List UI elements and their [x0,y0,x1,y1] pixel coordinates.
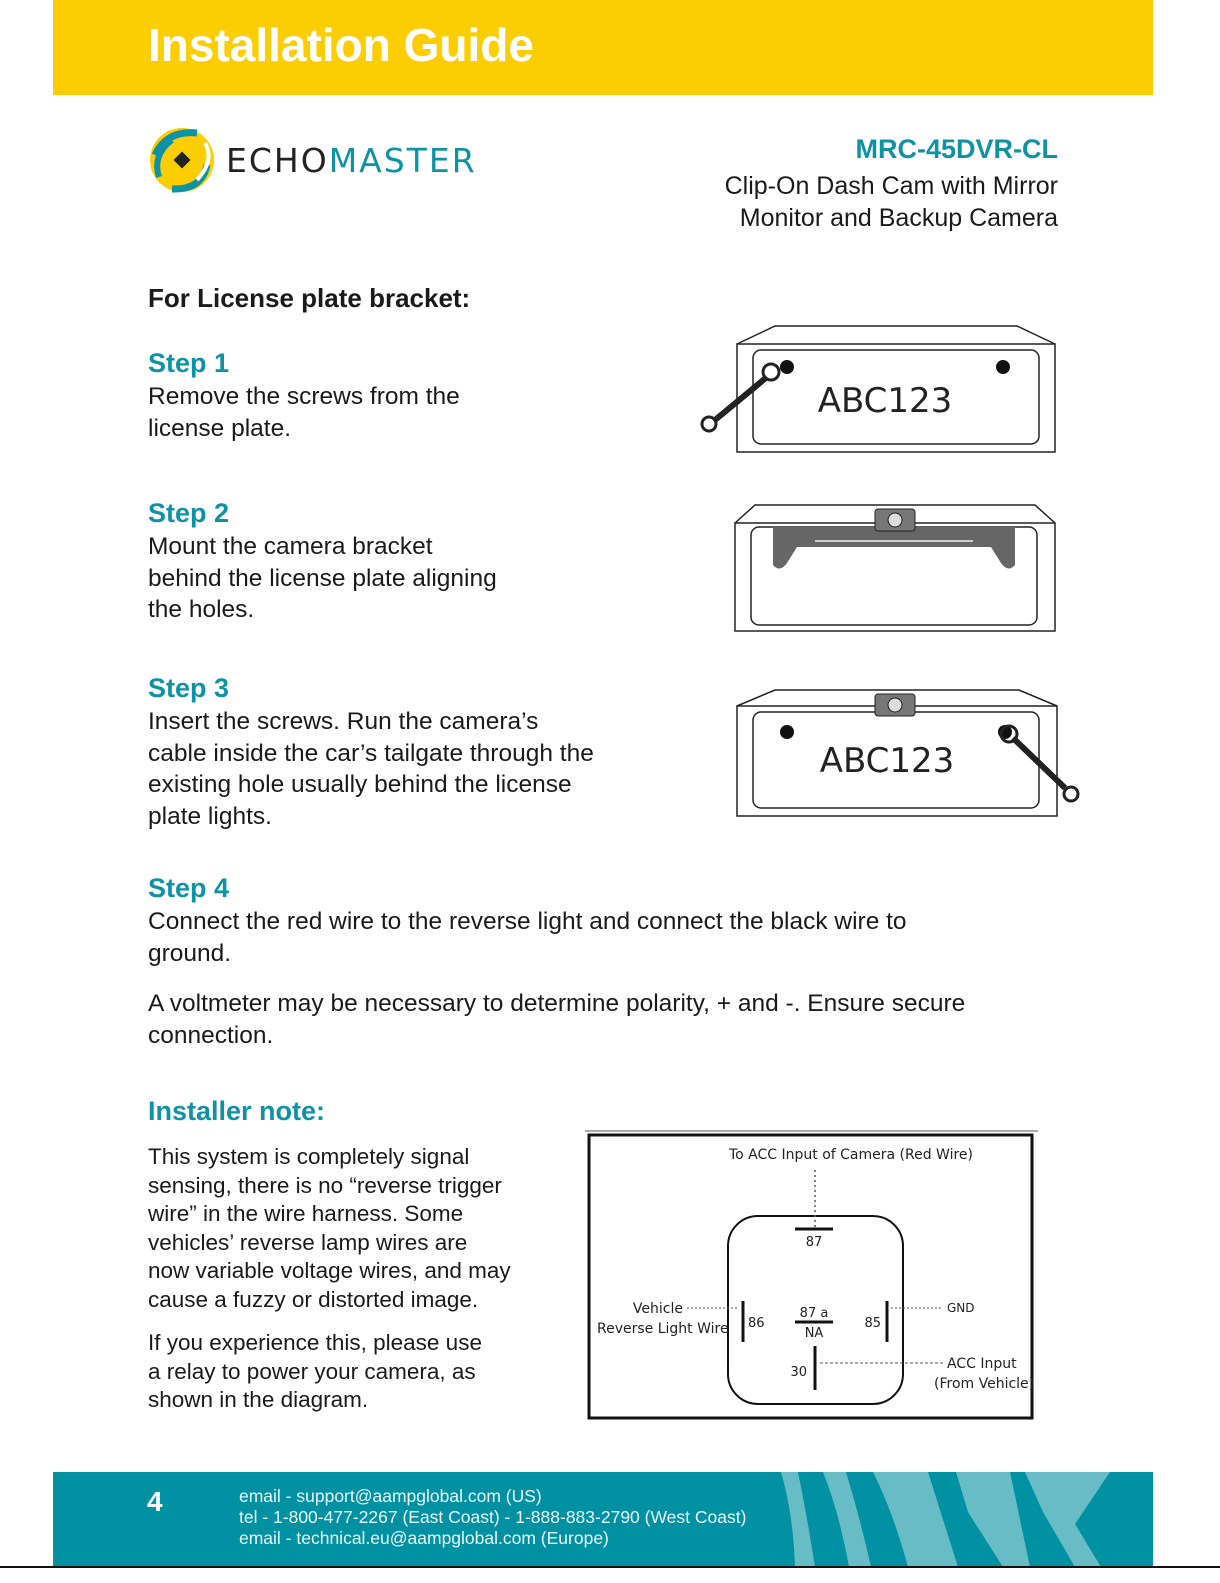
text-line: If you experience this, please use [148,1330,482,1355]
text-line: Mount the camera bracket [148,533,433,560]
phone-numbers: tel - 1-800-477-2267 (East Coast) - 1-888-883-2790 (West Coast) [239,1507,747,1527]
europe-email-link[interactable]: email - technical.eu@aampglobal.com (Europe) [239,1528,609,1548]
acc-label: ACC Input [947,1356,1017,1372]
pin-87-label: 87 [805,1235,823,1250]
installer-note-title: Installer note: [148,1096,326,1126]
step-2-text [148,531,497,626]
text-line: the holes. [148,596,255,623]
pin-85-label: 85 [864,1316,881,1331]
text-line: ground. [148,939,232,967]
footer-band [53,1472,1153,1567]
installer-note-para1 [148,1143,511,1314]
support-email-link[interactable]: email - support@aampglobal.com (US) [239,1486,542,1506]
text-line: connection. [148,1021,274,1049]
text-line: existing hole usually behind the license [148,771,572,798]
text-line: This system is completely signal [148,1144,470,1169]
step-4-text [148,906,907,969]
footer-decoration [753,1472,1153,1567]
step-1-text [148,381,460,444]
voltmeter-note [148,988,965,1051]
pin-87a-label: 87 a [799,1306,829,1321]
acc-label: (From Vehicle) [934,1376,1035,1392]
step-3-plate-illustration [735,688,1090,823]
product-description: Monitor and Backup Camera [739,204,1058,232]
section-title: For License plate bracket: [148,283,471,313]
text-line: Insert the screws. Run the camera’s [148,708,539,735]
step-3-label: Step 3 [148,673,230,703]
top-label: To ACC Input of Camera (Red Wire) [728,1147,974,1163]
plate-text: ABC123 [819,741,955,781]
echomaster-logo-icon [147,125,217,195]
text-line: vehicles’ reverse lamp wires are [148,1229,468,1255]
step-3-text [148,706,594,832]
text-line: Connect the red wire to the reverse light and connect the black wire to [148,908,907,935]
step-2-label: Step 2 [148,498,230,528]
text-line: a relay to power your camera, as [148,1358,476,1384]
screw-hole-icon [780,725,794,739]
page-title: Installation Guide [148,19,534,71]
left-label: Vehicle [632,1301,683,1317]
pin-86-label: 86 [748,1316,765,1331]
text-line: shown in the diagram. [148,1387,369,1412]
text-line: Remove the screws from the [148,383,460,410]
product-description: Clip-On Dash Cam with Mirror [724,172,1058,200]
screw-hole-icon [780,360,794,374]
screw-hole-icon [996,360,1010,374]
installer-note-para2 [148,1329,482,1415]
left-label: Reverse Light Wire [597,1321,729,1337]
pin-na-label: NA [804,1326,824,1341]
relay-wiring-diagram [585,1130,1040,1425]
text-line: behind the license plate aligning [148,564,497,592]
text-line: plate lights. [148,802,272,830]
text-line: wire” in the wire harness. Some [148,1201,464,1226]
step-1-label: Step 1 [148,348,230,378]
plate-text: ABC123 [817,381,953,421]
model-number: MRC-45DVR-CL [855,134,1058,164]
text-line: cause a fuzzy or distorted image. [148,1286,479,1312]
gnd-label: GND [947,1301,975,1315]
text-line: A voltmeter may be necessary to determine polarity, + and -. Ensure secure [148,990,966,1017]
pin-30-label: 30 [790,1365,807,1380]
text-line: license plate. [148,414,292,442]
brand-teal: MASTER [328,141,477,180]
text-line: now variable voltage wires, and may [148,1258,511,1283]
text-line: sensing, there is no “reverse trigger [148,1172,502,1198]
text-line: cable inside the car’s tailgate through the [148,739,594,767]
contact-info [239,1486,746,1549]
brand-dark: ECHO [226,141,329,180]
step-2-bracket-illustration [733,503,1058,635]
step-1-plate-illustration [695,322,1065,457]
step-4-label: Step 4 [148,873,230,903]
page-bottom-rule [0,1566,1220,1568]
page-number: 4 [147,1486,163,1517]
brand-name [226,141,477,180]
